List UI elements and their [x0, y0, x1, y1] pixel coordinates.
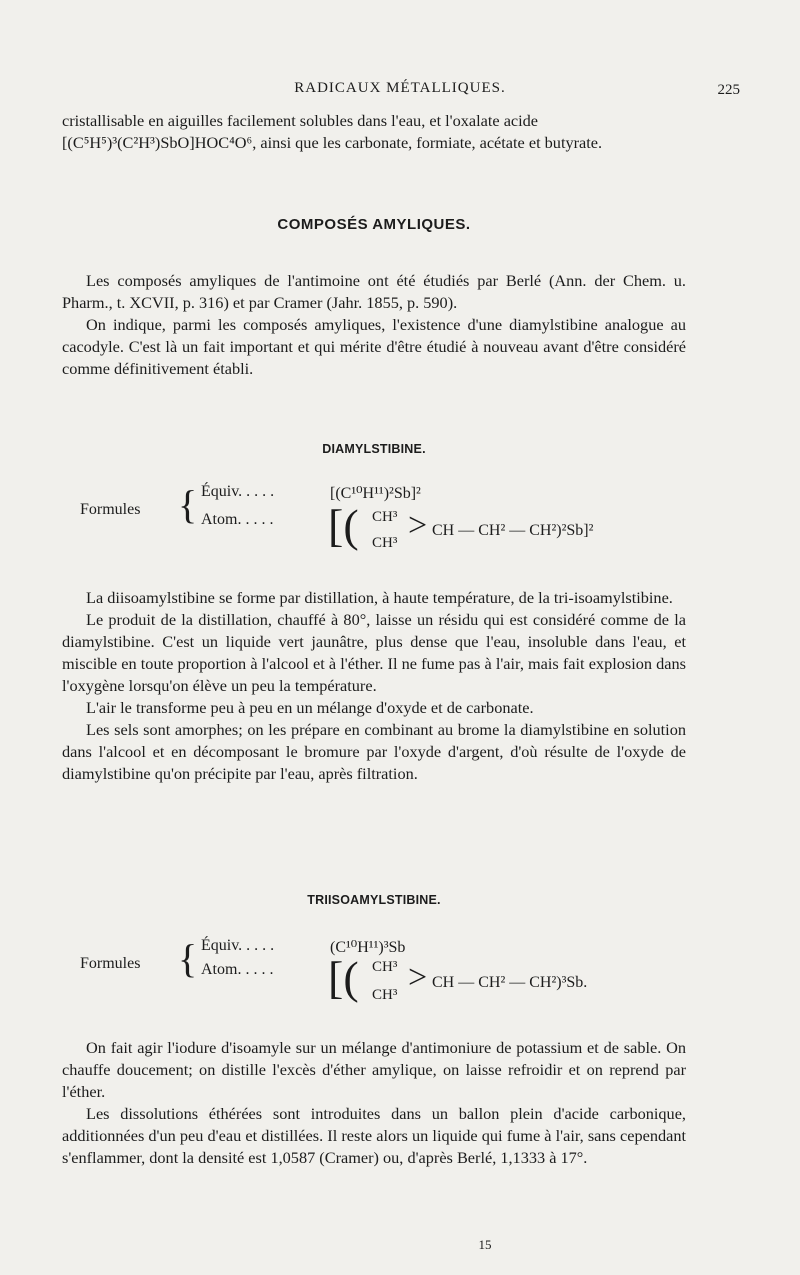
formula-equiv-value: [(C¹⁰H¹¹)²Sb]² [330, 485, 421, 502]
section-title-triisoamylstibine: TRIISOAMYLSTIBINE. [307, 893, 441, 907]
formula-equiv-label: Équiv. . . . . [201, 483, 275, 500]
formula-block-diamylstibine [70, 483, 690, 573]
triisoamylstibine-text [62, 1037, 686, 1169]
formula-join: > [408, 507, 428, 544]
formula-ch-top: CH³ [372, 959, 398, 975]
page-header [60, 80, 740, 104]
running-head: RADICAUX MÉTALLIQUES. [294, 80, 506, 96]
formula-brace: { [178, 936, 198, 981]
diamylstibine-text [62, 587, 686, 785]
diamylstibine-paragraph-3: L'air le transforme peu à peu en un mélange d'oxyde et de carbonate. [86, 698, 534, 717]
formula-label: Formules [80, 501, 141, 518]
formula-brace: { [178, 482, 198, 527]
amyl-paragraph-1: Les composés amyliques de l'antimoine ont été étudiés par Berlé (Ann. der Chem. u. Pharm., t. XCVII, p. 316) et par Cramer (Jahr. 1855, p. 590). [62, 271, 686, 312]
signature-mark: 15 [478, 1237, 492, 1252]
diamylstibine-paragraph-1: La diisoamylstibine se forme par distillation, à haute température, de la tri-isoamylstibine. [86, 588, 673, 607]
formula-equiv-label: Équiv. . . . . [201, 937, 275, 954]
formula-block-triisoamylstibine [70, 937, 690, 1027]
diamylstibine-paragraph-4: Les sels sont amorphes; on les prépare en combinant au brome la diamylstibine en solution dans l'alcool et en décomposant le bromure par l'oxyde d'argent, d'où résulte de l'oxyde de diamylstibine qu'on précipite par l'eau, après filtration. [62, 720, 686, 783]
formula-equiv-value: (C¹⁰H¹¹)³Sb [330, 939, 406, 956]
formula-ch-bottom: CH³ [372, 987, 398, 1003]
intro-block [62, 110, 686, 154]
formula-ch-bottom: CH³ [372, 535, 398, 551]
triisoamylstibine-paragraph-2: Les dissolutions éthérées sont introduites dans un ballon plein d'acide carbonique, additionnées d'un peu d'eau et distillées. Il reste alors un liquide qui fume à l'air, sans cependant s'enflammer, dont la densité est 1,0587 (Cramer) ou, d'après Berlé, 1,1333 à 17°. [62, 1104, 686, 1167]
page-number: 225 [717, 82, 740, 98]
formula-label: Formules [80, 955, 141, 972]
formula-atom-label: Atom. . . . . [201, 511, 274, 528]
diamylstibine-paragraph-2: Le produit de la distillation, chauffé à 80°, laisse un résidu qui est considéré comme de la diamylstibine. C'est un liquide vert jaunâtre, plus dense que l'eau, insoluble dans l'eau, et miscible en toute proportion à l'alcool et à l'éther. Il ne fume pas à l'air, mais fait explosion dans l'oxygène lorsqu'on élève un peu la température. [62, 610, 686, 695]
formula-ch-top: CH³ [372, 509, 398, 525]
formula-chain: CH — CH² — CH²)²Sb]² [432, 522, 594, 539]
formula-join: > [408, 959, 428, 996]
intro-line-1: cristallisable en aiguilles facilement solubles dans l'eau, et l'oxalate acide [62, 111, 539, 130]
formula-open-bracket: [( [328, 500, 359, 551]
section-title-amyl: COMPOSÉS AMYLIQUES. [277, 216, 471, 233]
formula-atom-label: Atom. . . . . [201, 961, 274, 978]
intro-line-2: [(C⁵H⁵)³(C²H³)SbO]HOC⁴O⁶, ainsi que les carbonate, formiate, acétate et butyrate. [62, 133, 603, 152]
formula-chain: CH — CH² — CH²)³Sb. [432, 974, 588, 991]
triisoamylstibine-paragraph-1: On fait agir l'iodure d'isoamyle sur un mélange d'antimoniure de potassium et de sable. On chauffe doucement; on distille l'excès d'éther amylique, on laisse refroidir et on reprend par l'éther. [62, 1038, 686, 1101]
amyl-text [62, 270, 686, 380]
section-title-diamylstibine: DIAMYLSTIBINE. [322, 442, 426, 456]
amyl-paragraph-2: On indique, parmi les composés amyliques, l'existence d'une diamylstibine analogue au cacodyle. C'est là un fait important et qui mérite d'être étudié à nouveau avant d'être considéré comme définitivement établi. [62, 315, 686, 378]
formula-open-bracket: [( [328, 952, 359, 1003]
